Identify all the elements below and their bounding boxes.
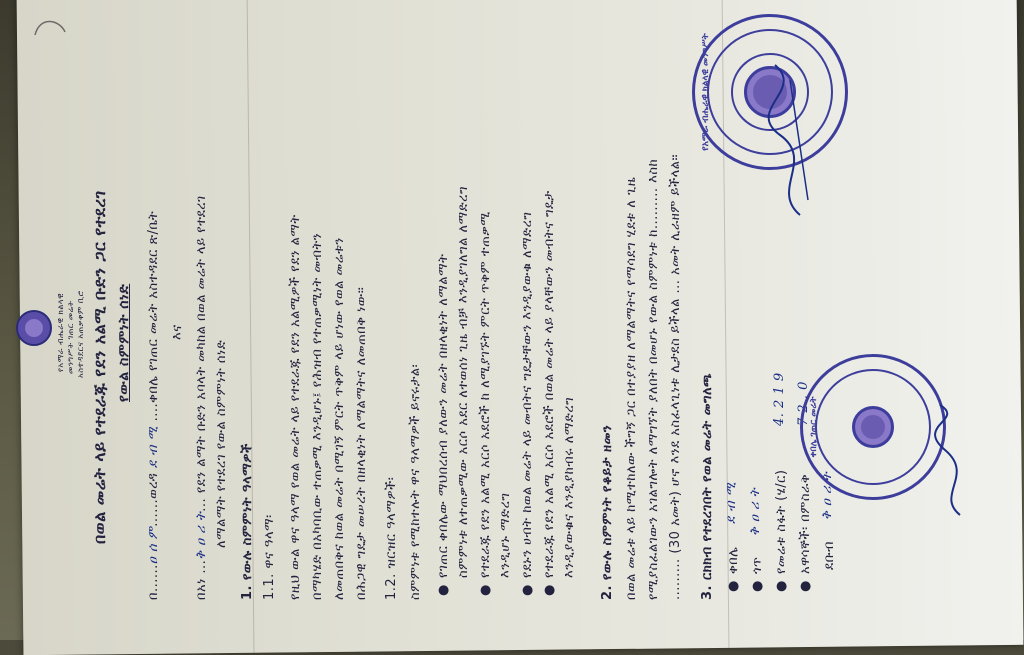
seal-inner-ring [815,369,931,485]
emblem-icon [14,308,54,348]
section-1-2-heading: 1.2. ዝርዝር ዓላማዎች፡ [384,476,399,600]
parties-and: እና [170,324,185,340]
bullet-line: እንዲሆኑ ማድረግ [498,492,513,578]
land-got-label: ጎጥ [750,556,765,574]
parties-line-1: በ......ዐ ሰ ም......ወረዳ ደ ብ ሚ ....ቀበሌ የገጠር መሬት አስተዳደር ጽ/ቤት [146,210,161,600]
section-3-heading: 3. ርክክብ የተደረገበት የወል መሬት መግለጫ [700,372,715,600]
bullet-icon: ● [542,584,557,596]
section-1-body-line: በማካሄድ በአካባቢው ተጠቃሚ እንዲሆኑ፤ የሕዝብ የተጠቃሚነት መብትን [310,232,325,600]
bullet-icon: ● [726,580,741,592]
kebele-seal [800,354,946,500]
section-2-body-line: በወል መሬቱ ላይ ከሚተከለው ችግኝ ጋር በተያያዘ ለማልማትና የማሳደግ ሂደቱ ለ ጊዜ [624,176,639,600]
bullet-line: ስምምነቱ ለተጠቃሚው አርሶ አደር ለተወሰነ ጊዜ ብቻ እንዲያገለግል ለማድረግ [456,186,471,578]
document-subtitle: የውል ስምምነት ሰነድ [116,283,132,402]
land-kebele-label: ቀበሌ [726,546,741,574]
seal-text: ቀበሌ ገጠር መሬት [809,396,819,458]
bullet-line: የደኑን ሀብት ከወል መሬት ላይ መብትና ግዴታቸውን እንዲያውቁ ለማድረግ [520,211,535,578]
signature-mark [760,60,820,220]
section-1-body-line: ለመጠበቅና ከወል መሬት በሚገኝ ምርት ጥቅም ላይ ሆነው የወል መሬቱን [332,237,347,600]
parties-office: ቀበሌ የገጠር መሬት አስተዳደር ጽ/ቤት [146,210,161,403]
section-1-heading: 1. የውሉ ስምምነት ዓላማዎች [240,443,255,600]
emblem-org-line: የአማራ ብሔራዊ ክልላዊ [56,292,65,372]
land-area-label: የመሬቱ ስፋት (ሄ/ር) [774,469,789,574]
parties-line-3: በአነ ...ቅ ዐ ሪ ት... የደን ልማት ቡድን አባላት መካከል በወል መሬት ላይ የተደረገ [194,195,209,600]
land-border-south-label: ደቡብ [822,541,837,570]
section-1-body-line: የዚህ ውል ዋና ዓላማ የወል መሬት ላይ የተደራጁ የደን አልሚዎች የደን ልማት [288,214,303,600]
section-2-body-line: የሚያስፈልገውን አገልግሎት ለማግኘት ያለበት በመሆኑ የውል ስምምነቱ ከ......... እስከ [646,158,661,600]
parties-group-suffix: የደን ልማት ቡድን አባላት መካከል በወል መሬት ላይ የተደረገ [194,195,209,494]
land-border-east-label: አዋሳኞች፡ በምስራቅ [798,473,813,574]
bullet-line: የተደራጁ የደን አልሚ አርሶ አደሮች ከ ለሚያገኙት ምርት ጥቅም ተጠቃሚ [478,211,493,578]
parties-group-prefix: በአነ [194,578,209,600]
bullet-icon: ● [798,580,813,592]
emblem-org-line: አስተዳደርና አጠቃቀም ቢሮ [76,290,85,378]
handwritten-woreda: ዐ ሰ ም [146,526,161,565]
section-2-heading: 2. የውሉ ስምምነት የቆይታ ዘመን [600,424,615,600]
bullet-icon: ● [520,584,535,596]
bullet-line: የተደራጁ የደን አልሚ አርሶ አደሮች በወል መሬት ላይ ያላቸውን መብትና ግዴታ [542,190,557,578]
bullet-line: የገጠር ቀበሌው ማህበረሰብ ያለውን መሬት በዘላቂነት ለማልማት [436,253,451,578]
land-area-value: 4. 2 1 9 [772,372,787,426]
bullet-icon: ● [774,580,789,592]
parties-line-4: ለማልማት የተደረገ የውል ስምምነት ሰነድ [214,339,229,548]
handwritten-group-name: ቅ ዐ ሪ ት [194,511,209,560]
section-1-1-heading: 1.1. ዋና ዓላማ፡ [262,514,277,600]
margin-mark [30,10,70,40]
land-kebele-value: ደ ብ ሚ [724,481,739,524]
handwritten-kebele: ደ ብ ሚ [146,426,161,469]
land-border-east-value: 7 2 . 0 [796,381,811,426]
section-2-body-line: ......... (30 አመት) ሆኖ እንደ አስፈላጊነቱ ሊታደስ ይችላል ... አመት ሊራዘም ይችላል። [668,153,683,600]
signature-mark [930,400,980,520]
emblem-org-line: መንግሥት ገጠር መሬት [66,300,75,374]
seal-text: የአማራ ብሔራዊ ክልላዊ መንግሥት [701,33,711,151]
bullet-icon: ● [436,584,451,596]
bullet-icon: ● [478,584,493,596]
section-1-2-intro: ስምምነቱ የሚከተሉት ዋና ዓላማዎች ይኖሩታል፡ [408,363,423,600]
parties-woreda-label: ወረዳ [146,472,161,499]
land-got-value: ቅ ዐ ሪ ት [748,487,763,536]
bullet-line: እንዲያውቁና እንዲያከብሩ ለማድረግ [562,396,577,578]
land-border-south-value: ቅ ዐ ሪ ት [820,471,835,520]
parties-prefix: በ [146,592,161,600]
section-1-body-line: በሕጋዊ ግዴታ መሠረት በዘላቂነት ለማልማትና ለመጠበቅ ነው። [354,286,369,600]
document-title: በወል መሬት ላይ የተደራጁ የደን አልሚ ቡድን ጋር የተደረገ [90,190,109,544]
bullet-icon: ● [750,580,765,592]
